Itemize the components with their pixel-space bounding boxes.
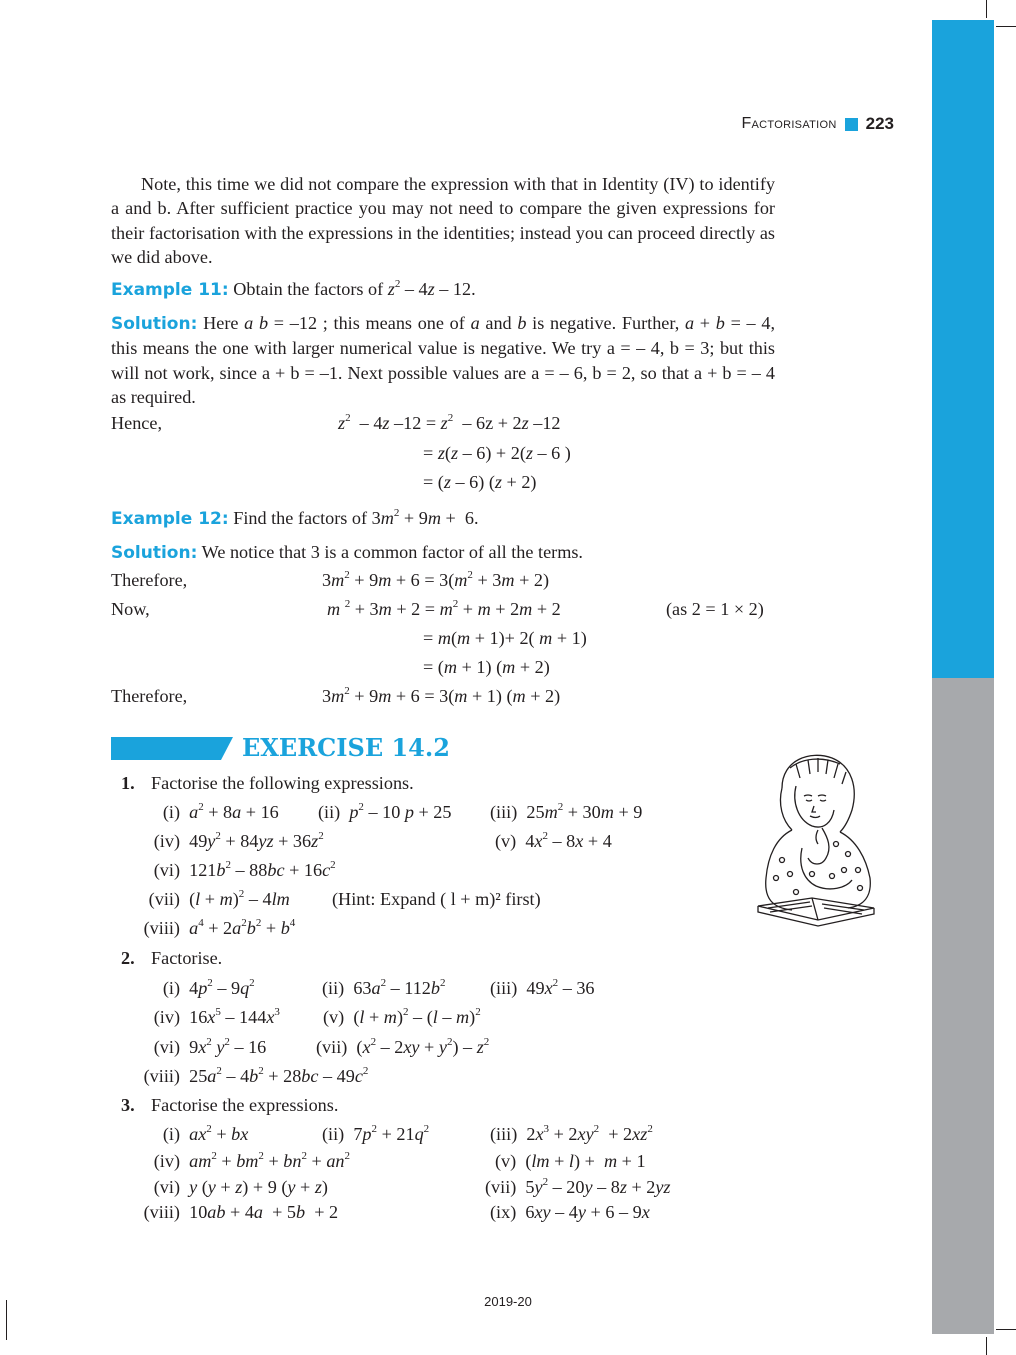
q3-item: (viii) 10ab + 4a + 5b + 2 <box>143 1202 339 1222</box>
q3-item: (i) $ax^2$ + bx <box>162 1122 249 1144</box>
eq-line: = z(z – 6) + 2(z – 6 ) <box>423 443 571 463</box>
exercise-title: EXERCISE 14.2 <box>242 733 450 762</box>
crop-mark <box>986 1337 987 1355</box>
q1-item: (ii) $p^2 - 10$ p + 25 <box>318 800 452 822</box>
solution-label: Solution: <box>111 543 198 563</box>
q3-text: Factorise the expressions. <box>151 1095 339 1115</box>
exercise-banner-tip <box>221 737 233 760</box>
q2-item: (ii) $63a^2 - 112b^2$ <box>322 976 446 998</box>
example-11-label: Example 11: <box>111 280 229 300</box>
therefore-label: Therefore, <box>111 686 188 706</box>
page-number: 223 <box>865 114 894 133</box>
q1-number: 1. <box>121 773 135 793</box>
example-12-question: Find the factors of <box>233 508 368 528</box>
eq-line: = (m + 1) (m + 2) <box>423 657 550 677</box>
eq-line: $3m^2 + 9m + 6 = 3(m^2 + 3m + 2)$ <box>322 568 550 590</box>
exercise-banner <box>111 737 221 760</box>
q3-number: 3. <box>121 1095 135 1115</box>
eq-line: $3m^2 + 9m + 6 = 3(m + 1) (m + 2)$ <box>322 684 561 706</box>
q1-item: (v) $4x^2 - 8x + 4$ <box>495 829 612 851</box>
q3-item: (vi) y (y + z) + 9 (y + z) <box>153 1177 328 1197</box>
q3-item: (ix) 6xy – 4y + 6 – 9x <box>490 1202 650 1222</box>
q3-item: (iii) $2x^3 + 2xy^2 + 2xz^2$ <box>490 1122 653 1144</box>
page-footer: 2019-20 <box>484 1294 532 1309</box>
example-12-label: Example 12: <box>111 509 229 529</box>
q2-item: (iii) $49x^2 - 36$ <box>490 976 595 998</box>
q1-hint: (Hint: Expand ( l + m)² first) <box>332 889 541 909</box>
q1-text: Factorise the following expressions. <box>151 773 414 793</box>
q1-item: (viii) $a^4 + 2a^2b^2 + b^4$ <box>143 916 296 938</box>
eq-line: m $^2 + 3m + 2 = m^2 + m + 2m + 2$ <box>327 597 561 619</box>
q2-item: (i) $4p^2 - 9q^2$ <box>162 976 255 998</box>
q2-number: 2. <box>121 948 135 968</box>
q3-item: (vii) $5y^2 - 20y - 8z + 2yz$ <box>485 1175 671 1197</box>
q1-item: (vii) $(l + m)^2 - 4lm$ <box>148 887 290 909</box>
eq-line: $z^2 - 4z$ $-12 = z^2 - 6z + 2z$ –12 <box>338 411 561 433</box>
q2-item: (viii) $25a^2 - 4b^2 + 28bc - 49c^2$ <box>143 1064 369 1086</box>
crop-mark <box>996 1329 1016 1330</box>
now-label: Now, <box>111 599 150 619</box>
example-11-solution-text: this means the one with larger numerical value is negative. We try a = – 4, b = 3; but this will not work, since a + b = –1. Next possible values are a = – 6, b = 2, so that a + b = – 4 as required. <box>111 338 775 408</box>
header-square-icon <box>845 118 858 131</box>
girl-reading-illustration <box>752 748 880 930</box>
q1-item: (iv) $49y^2 + 84yz + 36z^2$ <box>153 829 324 851</box>
hint-note: (as 2 = 1 × 2) <box>666 599 764 619</box>
q3-item: (ii) $7p^2 + 21q^2$ <box>322 1122 430 1144</box>
q3-item: (v) (lm + l) + m + 1 <box>495 1151 646 1171</box>
q1-item: (iii) $25m^2 + 30m + 9$ <box>490 800 643 822</box>
example-11-solution: Solution: Here a b = –12 ; this means one of a and b is negative. Further, a + b = – 4, this means the one with larger numerical value is negative. We try a = – 4, b = 3; but this will not work, since a + b = –1. Next possible values are a = – 6, b = 2, so that a + b = – 4 as required. <box>111 313 776 408</box>
q2-text: Factorise. <box>151 948 223 968</box>
q2-item: (iv) $16x^5 - 144x^3$ <box>153 1005 280 1027</box>
side-bar-blue <box>932 20 994 678</box>
q1-item: (i) $a^2 + 8a + 16$ <box>162 800 279 822</box>
eq-line: = m(m + 1)+ 2( m + 1) <box>423 628 587 648</box>
q3-item: (iv) $am^2 + bm^2 + bn^2 + an^2$ <box>153 1149 351 1171</box>
q1-item: (vi) $121b^2 - 88bc + 16c^2$ <box>153 858 336 880</box>
example-11-question: Obtain the factors of <box>233 279 384 299</box>
q2-item: (vi) $9x^2$ $y^2 - 16$ <box>153 1035 267 1057</box>
example-12-solution <box>111 540 775 565</box>
example-12: Example 12: Find the factors of $3m^2 + 9m + 6$. <box>111 506 479 529</box>
eq-line: = (z – 6) (z + 2) <box>423 472 537 492</box>
intro-paragraph: Note, this time we did not compare the expression with that in Identity (IV) to identify a and b. After sufficient practice you may not need to compare the given expressions for their factorisation with the expressions in the identities; instead you can proceed directly as we did above. <box>111 174 775 268</box>
q2-item: (vii) $(x^2 - 2xy + y^2) - z^2$ <box>316 1035 490 1057</box>
q2-item: (v) $(l + m)^2 - (l - m)^2$ <box>323 1005 481 1027</box>
example-11: Example 11: Obtain the factors of $z^2 - 4z - 12$. <box>111 277 476 300</box>
example-12-solution-text: We notice that 3 is a common factor of all the terms. <box>201 542 583 562</box>
side-bar-gray <box>932 678 994 1334</box>
therefore-label: Therefore, <box>111 570 188 590</box>
chapter-title: Factorisation <box>741 115 837 132</box>
crop-mark <box>986 0 987 18</box>
solution-label: Solution: <box>111 314 198 334</box>
hence-label: Hence, <box>111 413 162 433</box>
page-header <box>741 114 894 134</box>
crop-mark <box>996 26 1016 27</box>
